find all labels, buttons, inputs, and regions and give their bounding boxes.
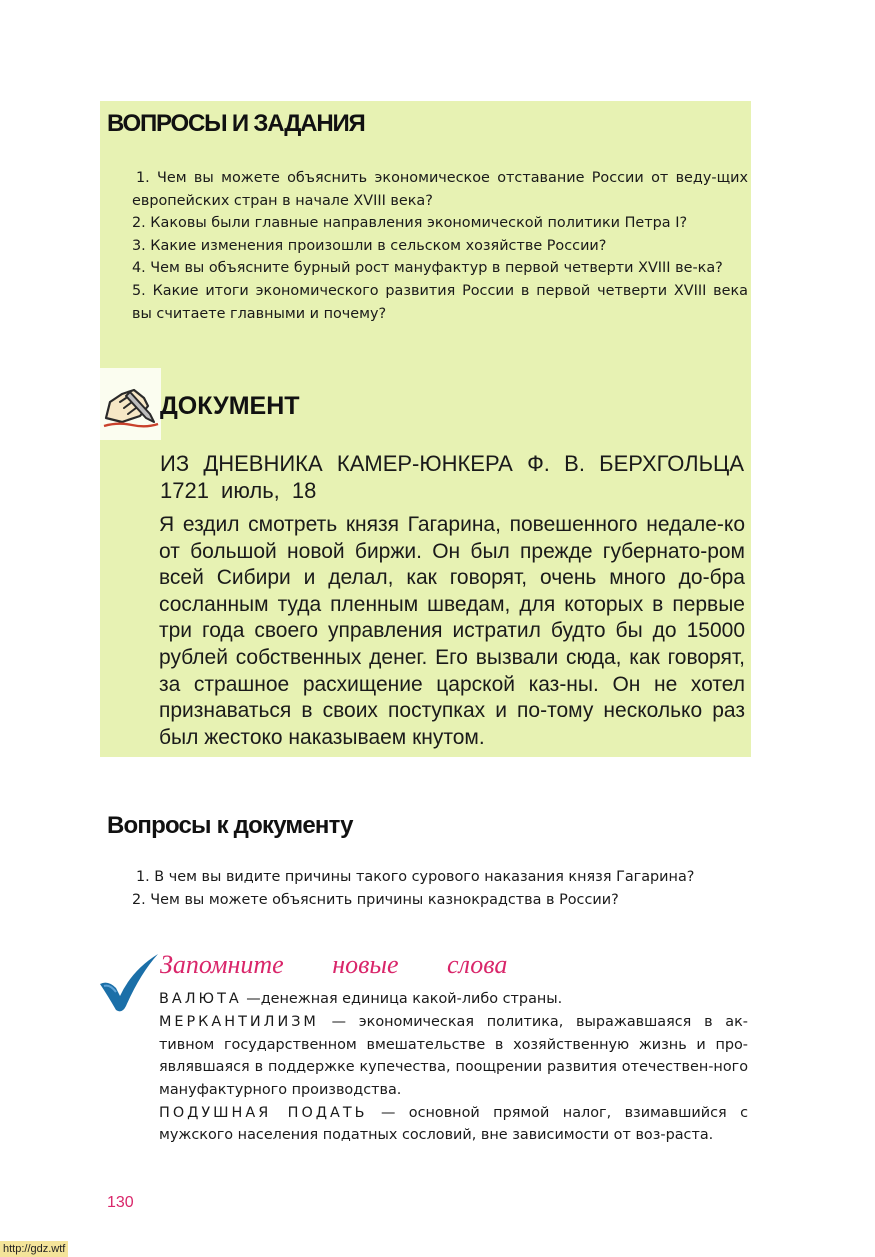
document-source-date: 1721 июль, 18 — [160, 478, 317, 503]
document-questions-list — [132, 866, 748, 911]
glossary-entry — [159, 1102, 748, 1147]
glossary-entry — [159, 988, 748, 1010]
writing-hand-icon — [100, 368, 161, 440]
question-item-2: 2. Каковы были главные направления экономической политики Петра I? — [132, 215, 688, 232]
glossary-definition: — основной прямой налог, взимавшийся с мужского населения податных сословий, вне зависимости от воз-раста. — [159, 1105, 748, 1144]
document-source-title: ИЗ ДНЕВНИКА КАМЕР-ЮНКЕРА Ф. В. БЕРХГОЛЬЦА — [160, 451, 744, 476]
questions-list — [132, 167, 748, 325]
checkmark-icon — [96, 948, 162, 1018]
question-item-3: 3. Какие изменения произошли в сельском хозяйстве России? — [132, 237, 607, 254]
question-item-1: 1. Чем вы можете объяснить экономическое отставание России от веду-щих европейских стран в начале XVIII века? — [132, 170, 748, 209]
glossary-term: ПОДУШНАЯ ПОДАТЬ — [159, 1105, 368, 1122]
glossary — [159, 988, 748, 1148]
glossary-term: МЕРКАНТИЛИЗМ — [159, 1014, 319, 1031]
document-source — [160, 450, 744, 504]
questions-heading: ВОПРОСЫ И ЗАДАНИЯ — [107, 110, 365, 137]
document-question-item-1: 1. В чем вы видите причины такого сурового наказания князя Гагарина? — [136, 869, 695, 885]
site-link[interactable]: http://gdz.wtf — [0, 1241, 68, 1257]
remember-words-heading: Запомните новые слова — [160, 950, 508, 979]
document-heading: ДОКУМЕНТ — [160, 392, 300, 420]
glossary-term: ВАЛЮТА — [159, 991, 242, 1007]
document-question-item-2: 2. Чем вы можете объяснить причины казнокрадства в России? — [132, 891, 619, 908]
glossary-definition: —денежная единица какой-либо страны. — [246, 991, 563, 1007]
question-item-4: 4. Чем вы объясните бурный рост мануфактур в первой четверти XVIII ве-ка? — [132, 260, 723, 277]
question-item-5: 5. Какие итоги экономического развития России в первой четверти XVIII века вы считаете главными и почему? — [132, 282, 748, 322]
document-text: Я ездил смотреть князя Гагарина, повешенного недале-ко от большой новой биржи. Он был прежде губернато-ром всей Сибири и делал, как говорят, очень много до-бра сосланным туда пленным шведам, для которых в первые три года своего управления истратил будто бы до 15000 рублей собственных денег. Его вызвали сюда, как говорят, за страшное расхищение царской каз-ны. Он не хотел признаваться в своих поступках и по-тому несколько раз был жестоко наказываем кнутом. — [159, 513, 745, 749]
document-questions-heading: Вопросы к документу — [107, 812, 353, 839]
page-number: 130 — [107, 1194, 134, 1211]
glossary-definition: — экономическая политика, выражавшаяся в ак-тивном государственном вмешательстве в хозяйственную жизнь и про-являвшаяся в поддержке купечества, поощрении развития отечествен-ного мануфактурного производства. — [159, 1014, 748, 1098]
glossary-entry — [159, 1011, 748, 1101]
